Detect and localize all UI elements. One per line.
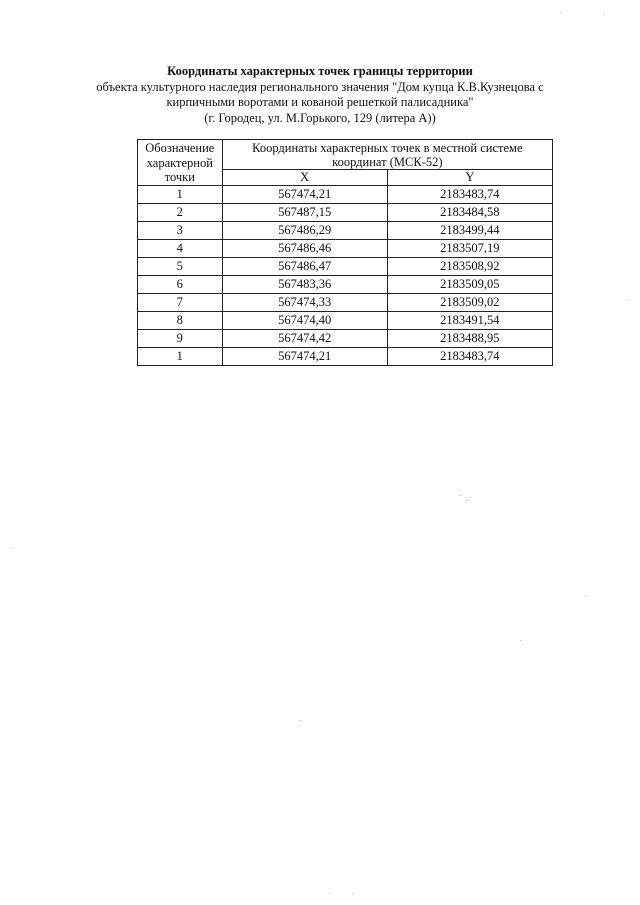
table-row xyxy=(138,348,553,366)
header-coordinates-line-2: координат (МСК-52) xyxy=(332,154,443,169)
cell-point: 1 xyxy=(138,348,223,366)
table-row xyxy=(138,240,553,258)
scan-speck xyxy=(603,14,604,15)
table-header-row xyxy=(138,140,553,170)
table-row xyxy=(138,204,553,222)
cell-x: 567486,29 xyxy=(222,222,387,240)
cell-y: 2183507,19 xyxy=(387,240,552,258)
cell-x: 567474,40 xyxy=(222,312,387,330)
cell-x: 567486,47 xyxy=(222,258,387,276)
scan-speck xyxy=(560,12,561,13)
document-heading xyxy=(80,64,560,126)
cell-x: 567474,21 xyxy=(222,348,387,366)
scan-speck xyxy=(520,640,521,641)
scan-speck xyxy=(470,497,471,498)
scan-speck xyxy=(352,893,353,894)
cell-point: 3 xyxy=(138,222,223,240)
scan-speck xyxy=(460,495,461,496)
cell-point: 4 xyxy=(138,240,223,258)
header-coordinates xyxy=(222,140,552,170)
table-row xyxy=(138,186,553,204)
coordinates-table xyxy=(137,139,553,366)
cell-x: 567474,33 xyxy=(222,294,387,312)
cell-point: 6 xyxy=(138,276,223,294)
cell-point: 2 xyxy=(138,204,223,222)
cell-y: 2183499,44 xyxy=(387,222,552,240)
cell-y: 2183509,05 xyxy=(387,276,552,294)
table-row xyxy=(138,222,553,240)
cell-x: 567486,46 xyxy=(222,240,387,258)
cell-point: 1 xyxy=(138,186,223,204)
scan-speck xyxy=(628,300,629,301)
cell-y: 2183509,02 xyxy=(387,294,552,312)
cell-point: 5 xyxy=(138,258,223,276)
document-subtitle-line-1: объекта культурного наследия регионального значения "Дом купца К.В.Кузнецова с xyxy=(96,79,544,94)
scan-speck xyxy=(330,893,331,894)
cell-x: 567487,15 xyxy=(222,204,387,222)
scan-speck xyxy=(466,500,467,501)
scan-speck xyxy=(585,595,586,596)
header-coordinates-line-1: Координаты характерных точек в местной системе xyxy=(252,140,523,155)
header-y: Y xyxy=(387,170,552,186)
table-row xyxy=(138,294,553,312)
header-point xyxy=(138,140,223,186)
table-row xyxy=(138,276,553,294)
table-row xyxy=(138,330,553,348)
header-point-line-2: характерной xyxy=(146,155,213,170)
scan-speck xyxy=(300,720,301,721)
cell-point: 9 xyxy=(138,330,223,348)
table-row xyxy=(138,258,553,276)
table-body xyxy=(138,186,553,366)
header-x: X xyxy=(222,170,387,186)
document-subtitle-line-3: (г. Городец, ул. М.Горького, 129 (литера А)) xyxy=(204,110,436,125)
document-subtitle-line-2: кирпичными воротами и кованой решеткой палисадника" xyxy=(166,95,474,109)
table-row xyxy=(138,312,553,330)
cell-y: 2183491,54 xyxy=(387,312,552,330)
scan-speck xyxy=(12,548,13,549)
cell-point: 7 xyxy=(138,294,223,312)
document-title: Координаты характерных точек границы территории xyxy=(167,64,473,78)
cell-y: 2183483,74 xyxy=(387,186,552,204)
header-point-line-1: Обозначение xyxy=(145,141,215,156)
cell-y: 2183483,74 xyxy=(387,348,552,366)
cell-x: 567483,36 xyxy=(222,276,387,294)
cell-x: 567474,42 xyxy=(222,330,387,348)
cell-y: 2183508,92 xyxy=(387,258,552,276)
header-point-line-3: точки xyxy=(164,170,195,185)
cell-y: 2183484,58 xyxy=(387,204,552,222)
cell-y: 2183488,95 xyxy=(387,330,552,348)
cell-x: 567474,21 xyxy=(222,186,387,204)
cell-point: 8 xyxy=(138,312,223,330)
